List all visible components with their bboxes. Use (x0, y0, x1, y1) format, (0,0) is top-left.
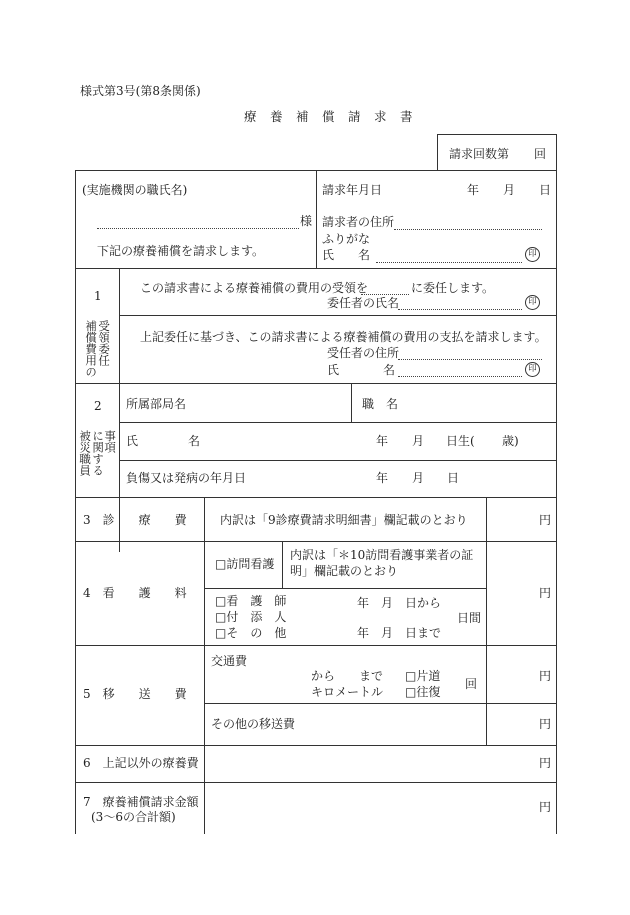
birth-month: 月 (412, 434, 425, 448)
one-way-checkbox[interactable]: □片道 (405, 669, 441, 683)
date-year: 年 (467, 183, 480, 197)
employee-name-label-2: 名 (188, 434, 201, 448)
claimant-address-label: 請求者の住所 (322, 215, 395, 229)
total-claim-yen: 円 (539, 800, 552, 814)
sama-text: 様 (300, 214, 313, 228)
nursing-fee-yen: 円 (539, 586, 552, 600)
total-claim-label: 7 療養補償請求金額 (83, 795, 199, 809)
form-title: 療養補償請求書 (244, 109, 427, 124)
claim-count-suffix: 回 (534, 147, 547, 161)
date-day: 日 (539, 183, 552, 197)
date-month: 月 (503, 183, 516, 197)
seal-mark: 印 (525, 295, 540, 310)
section2-vertical-a: 事項 (103, 430, 118, 453)
transport-from-to: から まで (311, 669, 384, 683)
seal-mark: 印 (525, 247, 540, 262)
round-trip-checkbox[interactable]: □往復 (405, 685, 441, 699)
injury-month: 月 (412, 471, 425, 485)
section2-number: 2 (94, 399, 102, 413)
injury-year: 年 (376, 471, 389, 485)
seal-mark: 印 (525, 362, 540, 377)
furigana-label: ふりがな (322, 232, 371, 246)
delegator-name-line[interactable] (398, 309, 522, 310)
transport-times: 回 (465, 677, 478, 691)
trustee-name-line[interactable] (398, 376, 522, 377)
visit-nursing-note: 内訳は「＊10訪問看護事業者の証明」欄記載のとおり (290, 548, 474, 579)
nurse-checkbox[interactable]: □看 護 師 (215, 594, 287, 608)
request-date-label: 請求年月日 (322, 183, 383, 197)
injury-date-label: 負傷又は発病の年月日 (126, 471, 247, 485)
section1-number: 1 (94, 289, 102, 303)
delegate-text-a: この請求書による療養補償の費用の受領を (140, 281, 369, 295)
medical-fee-note: 内訳は「9診療費請求明細書」欄記載のとおり (220, 513, 468, 527)
visit-nursing-checkbox[interactable]: □訪問看護 (215, 557, 275, 571)
other-checkbox[interactable]: □そ の 他 (215, 626, 287, 640)
trustee-address-line[interactable] (398, 359, 542, 360)
form-number: 様式第3号(第8条関係) (80, 84, 201, 98)
section1-vertical-label: 受領委任 (97, 320, 112, 366)
delegator-name-label: 委任者の氏名 (327, 296, 400, 310)
medical-fee-yen: 円 (539, 513, 552, 527)
other-transport-label: その他の移送費 (211, 717, 296, 731)
employee-age: 歳) (502, 434, 519, 448)
payment-request-text: 上記委任に基づき、この請求書による療養補償の費用の支払を請求します。 (140, 330, 547, 344)
section2-vertical-c: 被災職員 (78, 430, 93, 476)
total-claim-sub: (3〜6の合計額) (91, 810, 176, 824)
trustee-name-label-2: 名 (383, 363, 396, 377)
nursing-days: 日間 (457, 611, 482, 625)
claim-count-prefix: 請求回数第 (449, 147, 510, 161)
birth-day: 日生( (446, 434, 475, 448)
claimant-name-line[interactable] (376, 262, 522, 263)
other-transport-yen: 円 (539, 717, 552, 731)
section1-vertical-label-2: 補償費用の (84, 320, 99, 378)
agency-name-line[interactable] (97, 228, 299, 229)
nursing-fee-label: 4 看 護 料 (83, 586, 187, 600)
post-label: 職 名 (362, 397, 399, 411)
agency-label: (実施機関の職氏名) (82, 183, 188, 197)
nursing-from-date: 年 月 日から (357, 596, 442, 610)
claim-count-cell (437, 134, 557, 171)
nursing-to-date: 年 月 日まで (357, 626, 442, 640)
other-medical-fee-yen: 円 (539, 756, 552, 770)
transport-cost-yen: 円 (539, 669, 552, 683)
employee-name-label: 氏 (126, 434, 139, 448)
claimant-address-line[interactable] (394, 229, 542, 230)
delegate-name-line[interactable] (361, 294, 409, 295)
injury-day: 日 (447, 471, 460, 485)
delegate-text-b: に委任します。 (411, 281, 495, 295)
transport-fee-label: 5 移 送 費 (83, 687, 187, 701)
other-medical-fee-label: 6 上記以外の療養費 (83, 756, 199, 770)
trustee-name-label: 氏 (327, 363, 340, 377)
department-label: 所属部局名 (126, 397, 187, 411)
request-text: 下記の療養補償を請求します。 (97, 244, 265, 258)
birth-year: 年 (376, 434, 389, 448)
transport-km: キロメートル (311, 685, 384, 699)
claimant-name-label: 氏 名 (322, 248, 371, 262)
medical-fee-label: 3 診 療 費 (83, 513, 187, 527)
transport-cost-label: 交通費 (211, 654, 248, 668)
attendant-checkbox[interactable]: □付 添 人 (215, 610, 287, 624)
section2-vertical-b: に関する (91, 430, 106, 476)
trustee-address-label: 受任者の住所 (327, 346, 400, 360)
